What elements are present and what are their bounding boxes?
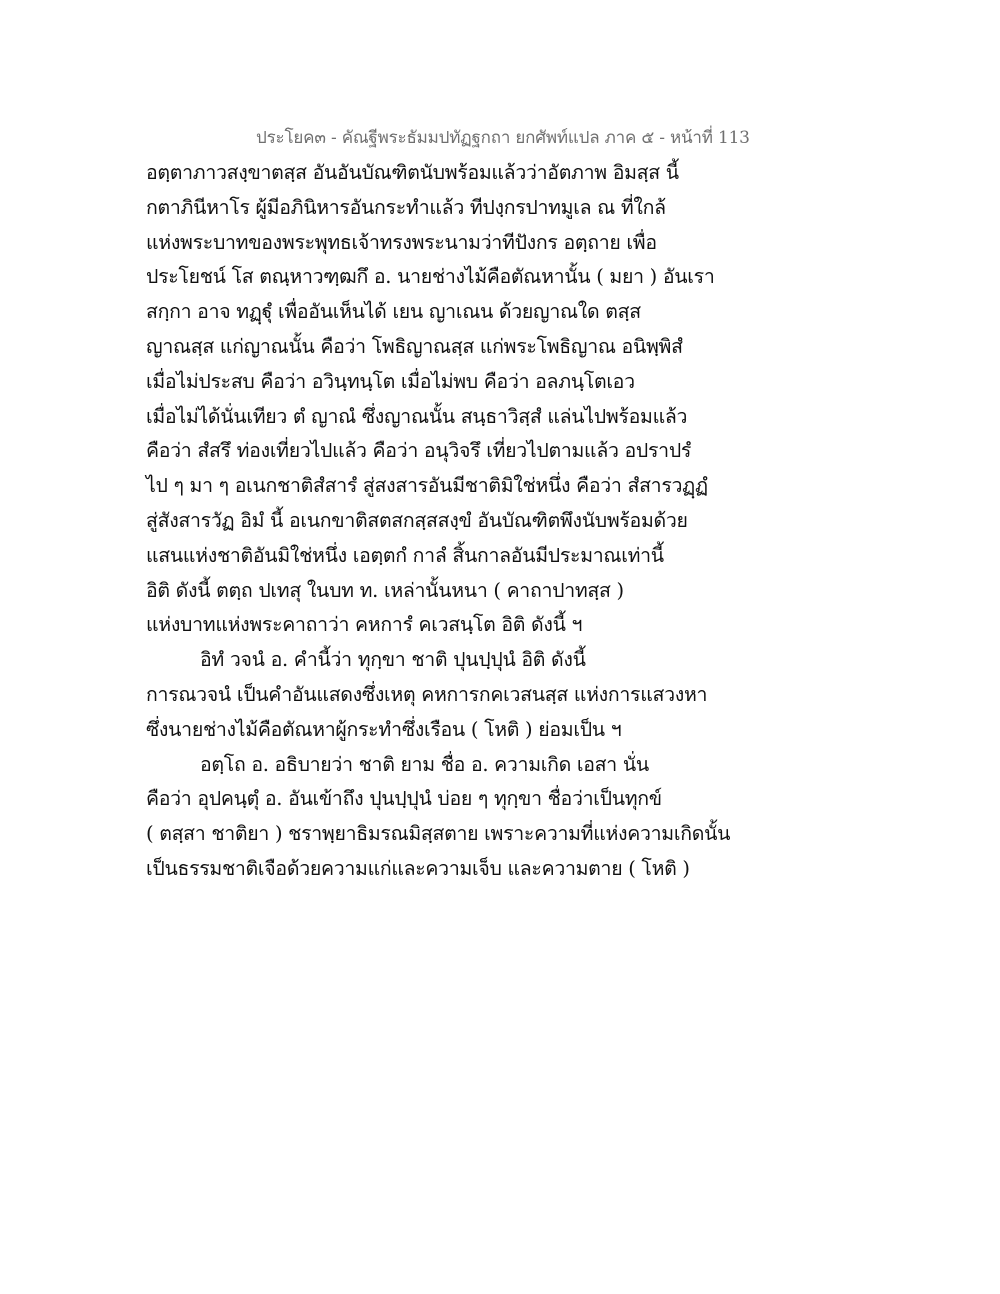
text-line: คือว่า สํสรึ ท่องเที่ยวไปแล้ว คือว่า อนุวิจรึ เที่ยวไปตามแล้ว อปราปรํ — [146, 439, 692, 463]
text-line: เมื่อไม่ได้นั่นเทียว ตํ ญาณํ ซึ่งญาณนั้น สนฺธาวิสฺสํ แล่นไปพร้อมแล้ว — [146, 404, 688, 428]
text-line: ( ตสฺสา ชาติยา ) ชราพฺยาธิมรณมิสฺสตาย เพราะความที่แห่งความเกิดนั้น — [146, 822, 731, 846]
text-body — [146, 156, 736, 887]
text-line: อิติ ดังนี้ ตตฺถ ปเทสุ ในบท ท. เหล่านั้นหนา ( คาถาปาทสฺส ) — [146, 578, 624, 602]
text-line: อตฺตาภาวสงฺขาตสฺส อันอันบัณฑิตนับพร้อมแล้วว่าอัตภาพ อิมสฺส นี้ — [146, 161, 679, 184]
text-line: ไป ๆ มา ๆ อเนกชาติสํสารํ สู่สงสารอันมีชาติมิใช่หนึ่ง คือว่า สํสารวฏฺฏํ — [146, 474, 708, 498]
paragraph-1 — [146, 156, 736, 643]
text-line: อตฺโถ อ. อธิบายว่า ชาติ ยาม ชื่อ อ. ความเกิด เอสา นั่น — [200, 752, 649, 776]
text-line: อิทํ วจนํ อ. คำนี้ว่า ทุกฺขา ชาติ ปุนปฺปุนํ อิติ ดังนี้ — [200, 648, 586, 672]
text-line: ญาณสฺส แก่ญาณนั้น คือว่า โพธิญาณสฺส แก่พระโพธิญาณ อนิพฺพิสํ — [146, 334, 683, 358]
text-line: สกฺกา อาจ ทฏฺฐุํ เพื่ออันเห็นได้ เยน ญาเณน ด้วยญาณใด ตสฺส — [146, 300, 641, 324]
text-line: คือว่า อุปคนฺตุํ อ. อันเข้าถึง ปุนปฺปุนํ บ่อย ๆ ทุกฺขา ชื่อว่าเป็นทุกข์ — [146, 787, 662, 811]
text-line: เป็นธรรมชาติเจือด้วยความแก่และความเจ็บ และความตาย ( โหติ ) — [146, 856, 690, 880]
text-line: กตาภินีหาโร ผู้มีอภินิหารอันกระทำแล้ว ทีปงฺกรปาทมูเล ณ ที่ใกล้ — [146, 195, 666, 219]
paragraph-2 — [146, 643, 736, 747]
text-line: แห่งพระบาทของพระพุทธเจ้าทรงพระนามว่าทีปังกร อตฺถาย เพื่อ — [146, 230, 657, 254]
text-line: สู่สังสารวัฏ อิมํ นี้ อเนกขาติสตสกสฺสสงฺขํ อันบัณฑิตพึงนับพร้อมด้วย — [146, 508, 688, 532]
text-line: ซึ่งนายช่างไม้คือตัณหาผู้กระทำซึ่งเรือน ( โหติ ) ย่อมเป็น ฯ — [146, 717, 622, 741]
text-line: แห่งบาทแห่งพระคาถาว่า คหการํ คเวสนฺโต อิติ ดังนี้ ฯ — [146, 613, 583, 637]
page-header: ประโยค๓ - คัณฐีพระธัมมปทัฏฐกถา ยกศัพท์แปล ภาค ๕ - หน้าที่ 113 — [256, 128, 750, 148]
paragraph-3 — [146, 748, 736, 887]
text-line: แสนแห่งชาติอันมิใช่หนึ่ง เอตฺตกํ กาลํ สิ้นกาลอันมีประมาณเท่านี้ — [146, 543, 664, 567]
text-line: เมื่อไม่ประสบ คือว่า อวินฺทนฺโต เมื่อไม่พบ คือว่า อลภนฺโตเอว — [146, 369, 635, 393]
text-line: การณวจนํ เป็นคำอันแสดงซึ่งเหตุ คหการกคเวสนสฺส แห่งการแสวงหา — [146, 682, 708, 706]
text-line: ประโยชน์ โส ตณฺหาวฑฺฒกึ อ. นายช่างไม้คือตัณหานั้น ( มยา ) อันเรา — [146, 265, 715, 289]
